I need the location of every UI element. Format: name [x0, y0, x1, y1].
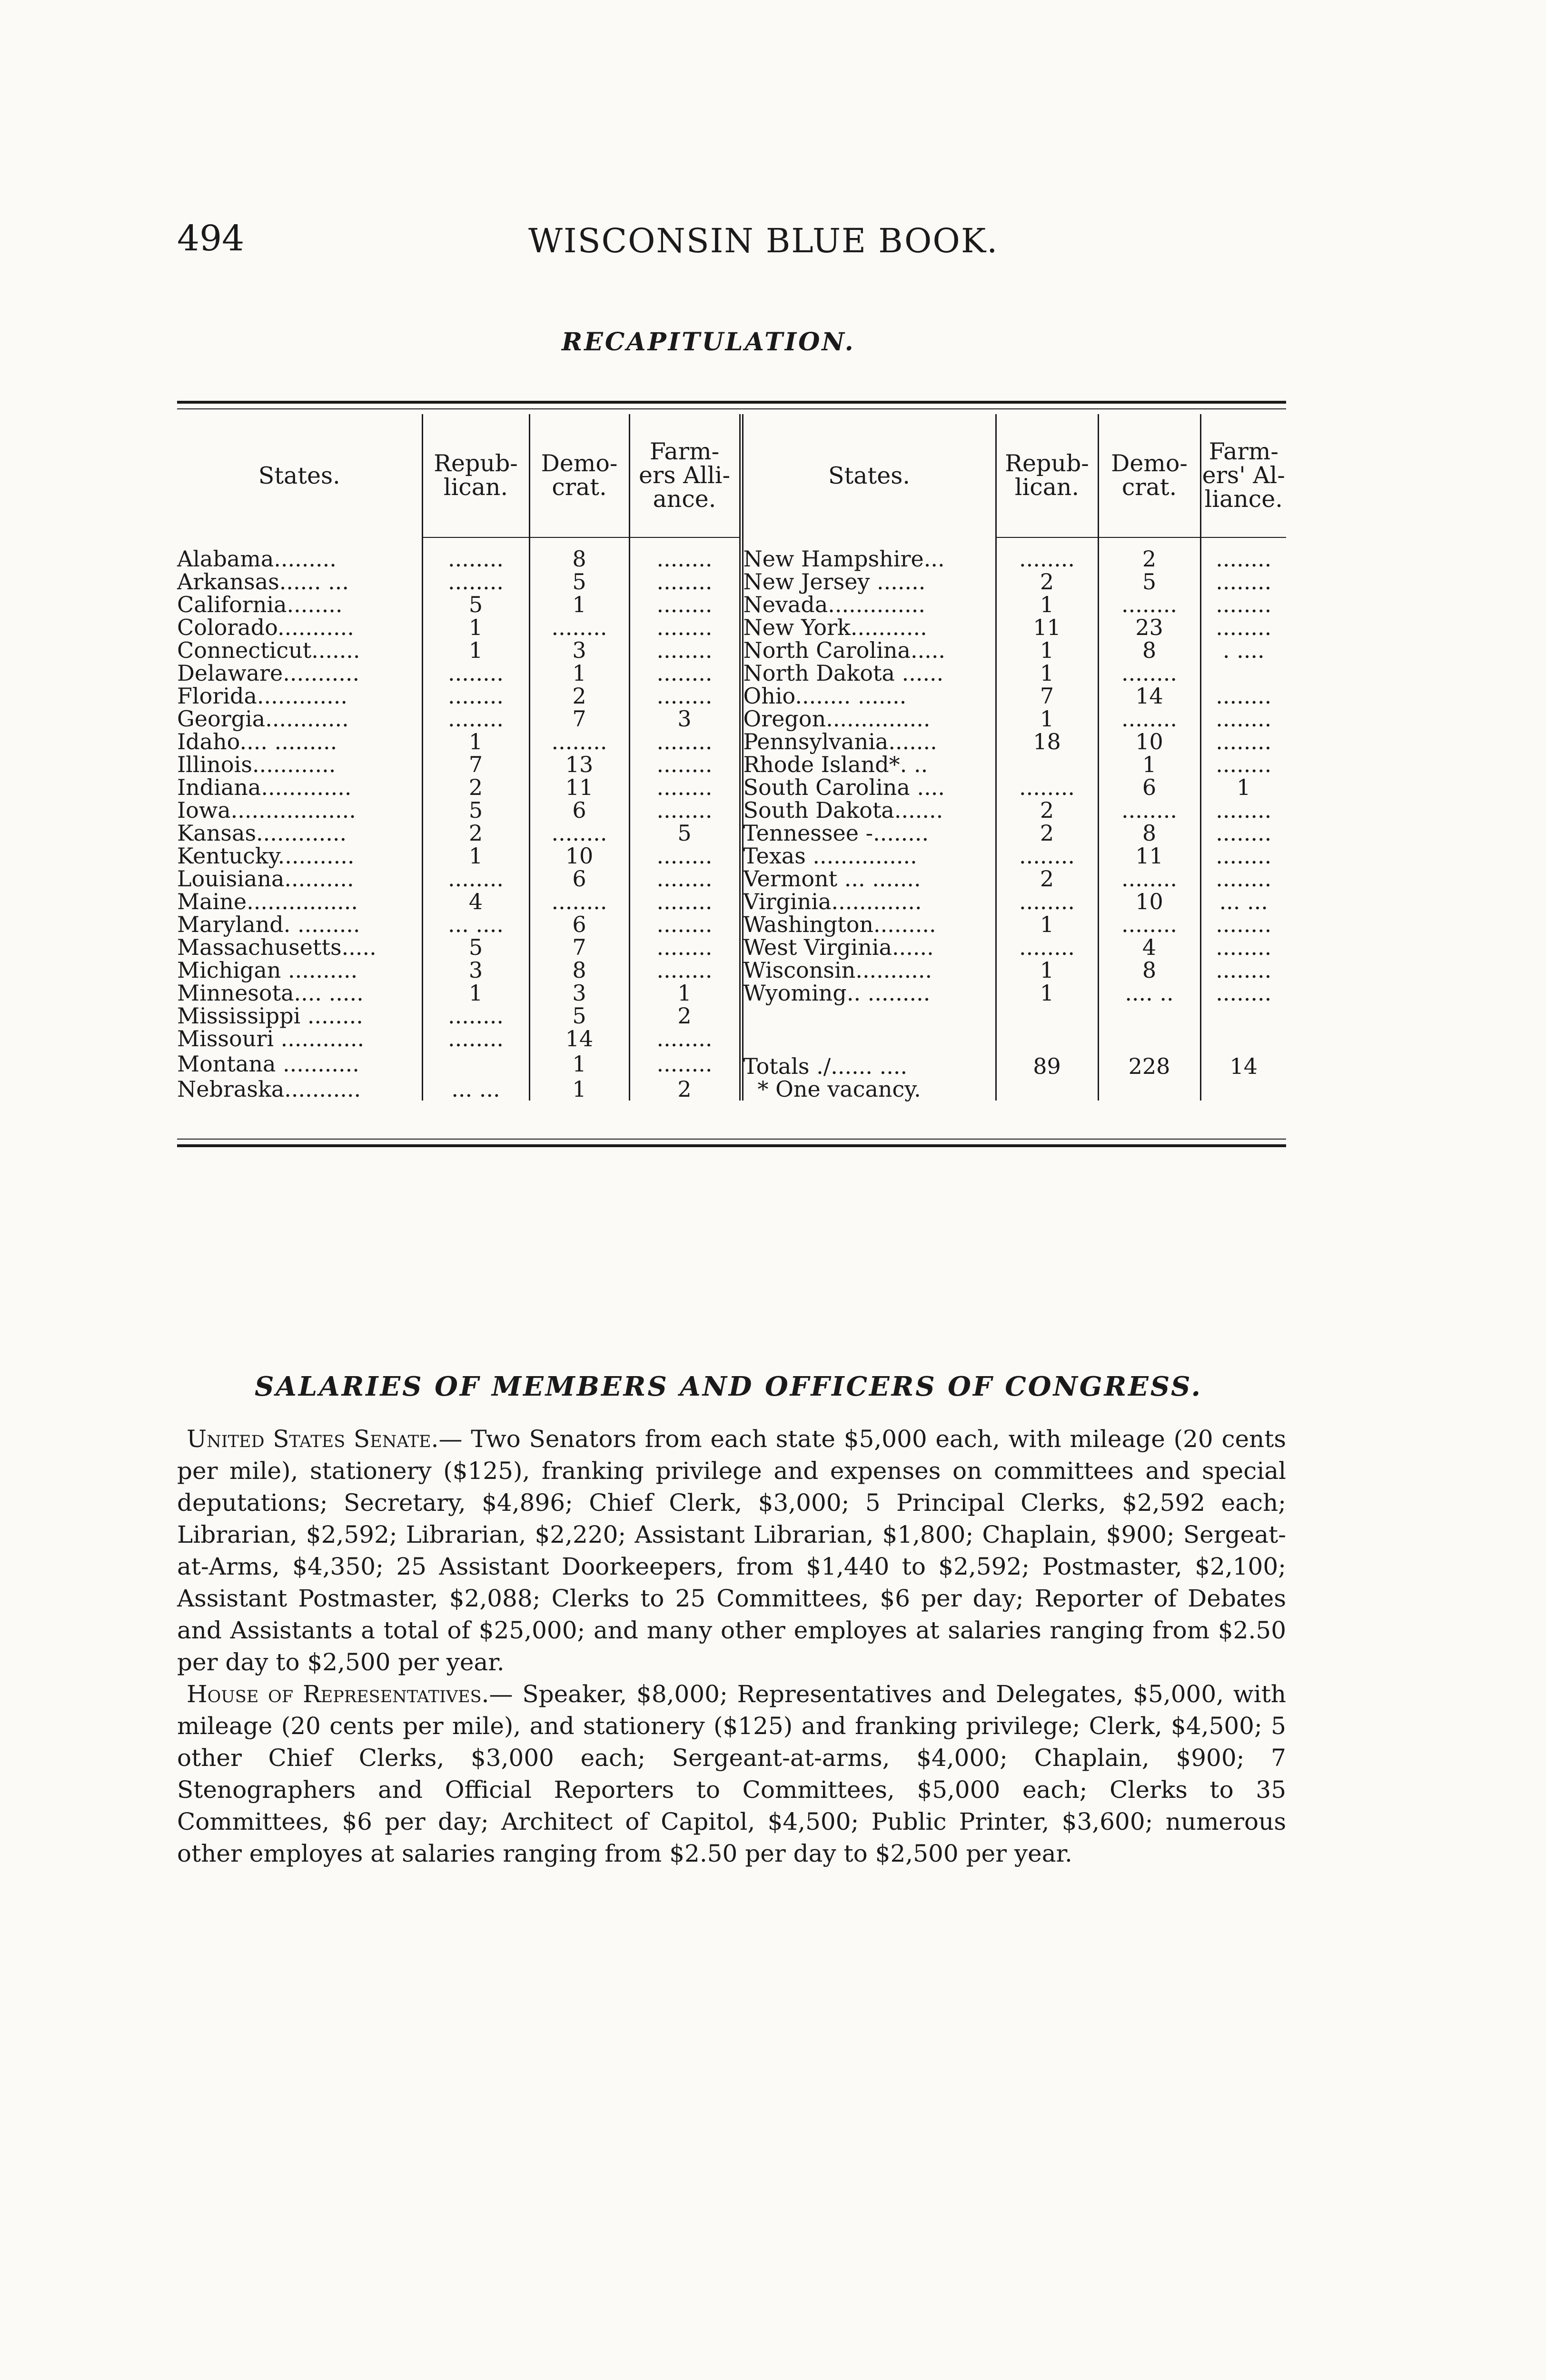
right-f-cell: ........	[1216, 752, 1272, 777]
right-r-cell: 1	[996, 593, 1098, 616]
house-heading: House of Representatives.—	[187, 1680, 513, 1708]
left-d-cell: 10	[529, 844, 629, 867]
right-f-cell: 1	[1237, 774, 1251, 800]
table-row	[177, 1050, 1286, 1078]
left-f-cell: ........	[629, 1050, 741, 1078]
right-state-cell: Wisconsin...........	[741, 959, 996, 982]
left-state-cell: Louisiana..........	[177, 867, 422, 890]
left-state-cell: Michigan ..........	[177, 959, 422, 982]
left-d-cell: 3	[529, 639, 629, 662]
right-f-cell: ........	[1216, 569, 1272, 595]
right-f-cell: ........	[1216, 546, 1272, 572]
left-f-cell: 1	[629, 982, 741, 1004]
left-r-cell: 3	[422, 959, 529, 982]
right-d-cell: .... ..	[1098, 982, 1200, 1004]
left-state-cell: Illinois............	[177, 753, 422, 776]
left-f-cell: ........	[629, 890, 741, 913]
right-state-cell: Tennessee -........	[741, 822, 996, 844]
recapitulation-table	[177, 414, 1286, 1101]
left-f-cell: 3	[629, 707, 741, 730]
right-r-cell: 7	[996, 684, 1098, 707]
right-d-cell: 8	[1098, 822, 1200, 844]
right-state-cell: Rhode Island*. ..	[741, 753, 996, 776]
left-state-cell: Connecticut.......	[177, 639, 422, 662]
table-row	[177, 936, 1286, 959]
left-f-cell: ........	[629, 776, 741, 799]
right-state-cell: North Carolina.....	[741, 639, 996, 662]
left-state-cell: Maryland. .........	[177, 913, 422, 936]
right-state-cell: West Virginia......	[741, 936, 996, 959]
right-r-cell: 1	[996, 707, 1098, 730]
right-d-cell: ........	[1098, 913, 1200, 936]
left-d-cell: 1	[529, 1050, 629, 1078]
left-f-cell: ........	[629, 662, 741, 684]
left-d-cell: 13	[529, 753, 629, 776]
left-r-cell: ... ....	[422, 913, 529, 936]
right-r-cell: 1	[996, 982, 1098, 1004]
right-r-cell: 2	[996, 867, 1098, 890]
left-f-cell: ........	[629, 913, 741, 936]
table-row	[177, 776, 1286, 799]
right-state-cell: North Dakota ......	[741, 662, 996, 684]
left-d-cell: ........	[529, 616, 629, 639]
left-f-cell: 2	[629, 1004, 741, 1027]
right-f-cell: ........	[1216, 912, 1272, 937]
table-row	[177, 959, 1286, 982]
left-r-cell: 5	[422, 799, 529, 822]
table-row	[177, 753, 1286, 776]
left-f-cell: ........	[629, 1027, 741, 1050]
party-table	[177, 414, 1286, 1101]
right-d-cell: 8	[1098, 639, 1200, 662]
table-row	[177, 1078, 1286, 1101]
totals-label: Totals ./...... ....	[741, 1050, 996, 1078]
right-d-cell: ........	[1098, 662, 1200, 684]
right-r-cell: ........	[996, 844, 1098, 867]
left-state-cell: Missouri ............	[177, 1027, 422, 1050]
left-state-cell: Georgia............	[177, 707, 422, 730]
header-states-left: States.	[177, 414, 422, 537]
right-f-cell: ........	[1216, 934, 1272, 960]
left-r-cell: 1	[422, 616, 529, 639]
left-d-cell: 6	[529, 867, 629, 890]
header-farmers-right: Farm- ers' Al- liance.	[1200, 414, 1286, 537]
left-state-cell: Florida.............	[177, 684, 422, 707]
table-row	[177, 616, 1286, 639]
left-f-cell: ........	[629, 799, 741, 822]
salaries-body	[177, 1423, 1286, 1870]
senate-paragraph	[177, 1423, 1286, 1678]
left-r-cell: ........	[422, 662, 529, 684]
table-bottom-rule-thick	[177, 1144, 1286, 1147]
right-r-cell: ........	[996, 890, 1098, 913]
right-f-cell: ........	[1216, 729, 1272, 754]
right-state-cell: South Carolina ....	[741, 776, 996, 799]
left-f-cell: 2	[629, 1078, 741, 1101]
left-d-cell: 3	[529, 982, 629, 1004]
senate-text: Two Senators from each state $5,000 each, with mileage (20 cents per mile), stationery ($125), franking privilege and expenses on committees and special deputations; Secretary, $4,896; Chief Clerk, $3,000; 5 Principal Clerks, $2,592 each; Librarian, $2,592; Librarian, $2,220; Assistant Librarian, $1,800; Chaplain, $900; Sergeat-at-Arms, $4,350; 25 Assistant Doorkeepers, from $1,440 to $2,592; Postmaster, $2,100; Assistant Postmaster, $2,088; Clerks to 25 Committees, $6 per day; Reporter of Debates and Assistants a total of $25,000; and many other employes at salaries ranging from $2.50 per day to $2,500 per year.	[177, 1425, 1287, 1676]
right-state-cell: New York...........	[741, 616, 996, 639]
left-state-cell: Alabama.........	[177, 547, 422, 570]
left-r-cell: 2	[422, 822, 529, 844]
right-d-cell: 1	[1098, 753, 1200, 776]
right-state-cell: Texas ...............	[741, 844, 996, 867]
table-row	[177, 799, 1286, 822]
left-f-cell: ........	[629, 936, 741, 959]
left-f-cell: ........	[629, 844, 741, 867]
right-state-cell: Pennsylvania.......	[741, 730, 996, 753]
left-d-cell: 5	[529, 570, 629, 593]
left-r-cell: 4	[422, 890, 529, 913]
right-f-cell: ........	[1216, 615, 1272, 640]
right-d-cell: 23	[1098, 616, 1200, 639]
right-state-cell: New Hampshire...	[741, 547, 996, 570]
right-r-cell: 1	[996, 959, 1098, 982]
right-f-cell: ........	[1216, 592, 1272, 617]
header-democrat-right: Demo- crat.	[1098, 414, 1200, 537]
left-r-cell: ........	[422, 547, 529, 570]
left-state-cell: Delaware...........	[177, 662, 422, 684]
right-state-cell: Virginia.............	[741, 890, 996, 913]
left-r-cell: ... ...	[422, 1078, 529, 1101]
right-state-cell: New Jersey .......	[741, 570, 996, 593]
left-d-cell: ........	[529, 890, 629, 913]
totals-democrat: 228	[1098, 1050, 1200, 1078]
left-state-cell: Massachusetts.....	[177, 936, 422, 959]
left-f-cell: ........	[629, 730, 741, 753]
left-state-cell: Montana ...........	[177, 1050, 422, 1078]
left-d-cell: 5	[529, 1004, 629, 1027]
right-r-cell: ........	[996, 776, 1098, 799]
table-row	[177, 547, 1286, 570]
left-state-cell: Kansas.............	[177, 822, 422, 844]
right-r-cell: 1	[996, 639, 1098, 662]
table-bottom-rule-thin	[177, 1139, 1286, 1140]
right-d-cell: 2	[1098, 547, 1200, 570]
table-top-rule-thin	[177, 408, 1286, 409]
right-state-cell: Nevada..............	[741, 593, 996, 616]
right-state-cell: Vermont ... .......	[741, 867, 996, 890]
footnote-vacancy: * One vacancy.	[741, 1078, 996, 1101]
right-d-cell: 11	[1098, 844, 1200, 867]
left-d-cell: 1	[529, 593, 629, 616]
left-d-cell: 14	[529, 1027, 629, 1050]
right-d-cell: ........	[1098, 707, 1200, 730]
right-d-cell: 14	[1098, 684, 1200, 707]
table-row	[177, 867, 1286, 890]
table-row	[177, 822, 1286, 844]
right-d-cell: 5	[1098, 570, 1200, 593]
right-f-cell: ........	[1216, 866, 1272, 892]
left-d-cell: 7	[529, 936, 629, 959]
right-r-cell: 2	[996, 799, 1098, 822]
right-state-cell: Wyoming.. .........	[741, 982, 996, 1004]
right-d-cell: 4	[1098, 936, 1200, 959]
table-row	[177, 639, 1286, 662]
left-d-cell: 6	[529, 799, 629, 822]
left-f-cell: ........	[629, 547, 741, 570]
left-r-cell	[422, 1050, 529, 1078]
left-d-cell: 1	[529, 662, 629, 684]
left-r-cell: ........	[422, 867, 529, 890]
salaries-title: SALARIES OF MEMBERS AND OFFICERS OF CONGRESS.	[255, 1371, 1202, 1402]
house-text: Speaker, $8,000; Representatives and Delegates, $5,000, with mileage (20 cents per mile), and stationery ($125) and franking privilege; Clerk, $4,500; 5 other Chief Clerks, $3,000 each; Sergeant-at-arms, $4,000; Chaplain, $900; 7 Stenographers and Official Reporters to Committees, $5,000 each; Clerks to 35 Committees, $6 per day; Architect of Capitol, $4,500; Public Printer, $3,600; numerous other employes at salaries ranging from $2.50 per day to $2,500 per year.	[177, 1680, 1287, 1867]
left-state-cell: Minnesota.... .....	[177, 982, 422, 1004]
recapitulation-title: RECAPITULATION.	[562, 327, 855, 357]
page-number: 494	[177, 218, 245, 259]
left-r-cell: 5	[422, 936, 529, 959]
header-republican-right: Repub- lican.	[996, 414, 1098, 537]
left-r-cell: 1	[422, 844, 529, 867]
table-row	[177, 684, 1286, 707]
left-f-cell: ........	[629, 593, 741, 616]
right-f-cell	[1200, 662, 1286, 684]
table-row	[177, 913, 1286, 936]
left-f-cell: ........	[629, 616, 741, 639]
right-d-cell: ........	[1098, 867, 1200, 890]
right-d-cell: 10	[1098, 890, 1200, 913]
left-d-cell: 6	[529, 913, 629, 936]
left-f-cell: ........	[629, 753, 741, 776]
right-d-cell: 6	[1098, 776, 1200, 799]
right-r-cell: ........	[996, 936, 1098, 959]
right-f-cell: ........	[1216, 683, 1272, 709]
left-state-cell: Iowa..................	[177, 799, 422, 822]
right-r-cell	[996, 753, 1098, 776]
right-d-cell: 10	[1098, 730, 1200, 753]
right-f-cell: ........	[1216, 957, 1272, 983]
right-r-cell: 11	[996, 616, 1098, 639]
right-f-cell: ... ...	[1219, 889, 1268, 914]
left-r-cell: ........	[422, 684, 529, 707]
table-row	[177, 1004, 1286, 1027]
left-state-cell: Maine................	[177, 890, 422, 913]
right-f-cell: ........	[1216, 843, 1272, 869]
table-row	[177, 662, 1286, 684]
table-row	[177, 593, 1286, 616]
right-d-cell: ........	[1098, 799, 1200, 822]
table-row	[177, 844, 1286, 867]
right-r-cell: 1	[996, 913, 1098, 936]
totals-farmers: 14	[1229, 1053, 1258, 1079]
left-state-cell: Kentucky...........	[177, 844, 422, 867]
right-r-cell: 2	[996, 822, 1098, 844]
house-paragraph	[177, 1678, 1286, 1870]
right-f-cell: ........	[1216, 980, 1272, 1006]
right-r-cell: 2	[996, 570, 1098, 593]
right-d-cell: 8	[1098, 959, 1200, 982]
left-r-cell: ........	[422, 570, 529, 593]
senate-heading: United States Senate.—	[187, 1425, 463, 1453]
header-farmers-left: Farm- ers Alli- ance.	[629, 414, 741, 537]
left-f-cell: ........	[629, 959, 741, 982]
table-row	[177, 982, 1286, 1004]
totals-republican: 89	[996, 1050, 1098, 1078]
left-r-cell: 1	[422, 730, 529, 753]
right-state-cell: South Dakota.......	[741, 799, 996, 822]
table-top-rule-thick	[177, 401, 1286, 404]
right-state-cell: Oregon...............	[741, 707, 996, 730]
left-r-cell: ........	[422, 1027, 529, 1050]
right-state-cell: Ohio........ .......	[741, 684, 996, 707]
right-r-cell: 18	[996, 730, 1098, 753]
right-f-cell: . ....	[1222, 637, 1265, 663]
left-d-cell: 11	[529, 776, 629, 799]
right-state-cell: Washington.........	[741, 913, 996, 936]
table-row	[177, 570, 1286, 593]
table-row	[177, 730, 1286, 753]
left-state-cell: Idaho.... .........	[177, 730, 422, 753]
right-d-cell: ........	[1098, 593, 1200, 616]
left-state-cell: Nebraska...........	[177, 1078, 422, 1101]
running-head: WISCONSIN BLUE BOOK.	[528, 221, 999, 260]
left-r-cell: 1	[422, 982, 529, 1004]
left-r-cell: 5	[422, 593, 529, 616]
header-republican-left: Repub- lican.	[422, 414, 529, 537]
left-d-cell: 7	[529, 707, 629, 730]
left-d-cell: 8	[529, 547, 629, 570]
table-row	[177, 890, 1286, 913]
table-row	[177, 707, 1286, 730]
left-r-cell: ........	[422, 1004, 529, 1027]
left-d-cell: 8	[529, 959, 629, 982]
left-d-cell: ........	[529, 822, 629, 844]
left-d-cell: 1	[529, 1078, 629, 1101]
right-f-cell: ........	[1216, 820, 1272, 846]
left-f-cell: ........	[629, 570, 741, 593]
table-row	[177, 1027, 1286, 1050]
left-r-cell: 7	[422, 753, 529, 776]
left-state-cell: Arkansas...... ...	[177, 570, 422, 593]
left-state-cell: Mississippi ........	[177, 1004, 422, 1027]
left-f-cell: ........	[629, 639, 741, 662]
left-state-cell: Colorado...........	[177, 616, 422, 639]
left-r-cell: ........	[422, 707, 529, 730]
header-democrat-left: Demo- crat.	[529, 414, 629, 537]
right-f-cell: ........	[1216, 706, 1272, 732]
left-state-cell: Indiana.............	[177, 776, 422, 799]
left-d-cell: ........	[529, 730, 629, 753]
header-states-right: States.	[741, 414, 996, 537]
right-r-cell: 1	[996, 662, 1098, 684]
left-d-cell: 2	[529, 684, 629, 707]
left-f-cell: ........	[629, 867, 741, 890]
left-r-cell: 1	[422, 639, 529, 662]
left-f-cell: 5	[629, 822, 741, 844]
right-r-cell: ........	[996, 547, 1098, 570]
left-r-cell: 2	[422, 776, 529, 799]
right-f-cell: ........	[1216, 797, 1272, 823]
left-f-cell: ........	[629, 684, 741, 707]
left-state-cell: California........	[177, 593, 422, 616]
